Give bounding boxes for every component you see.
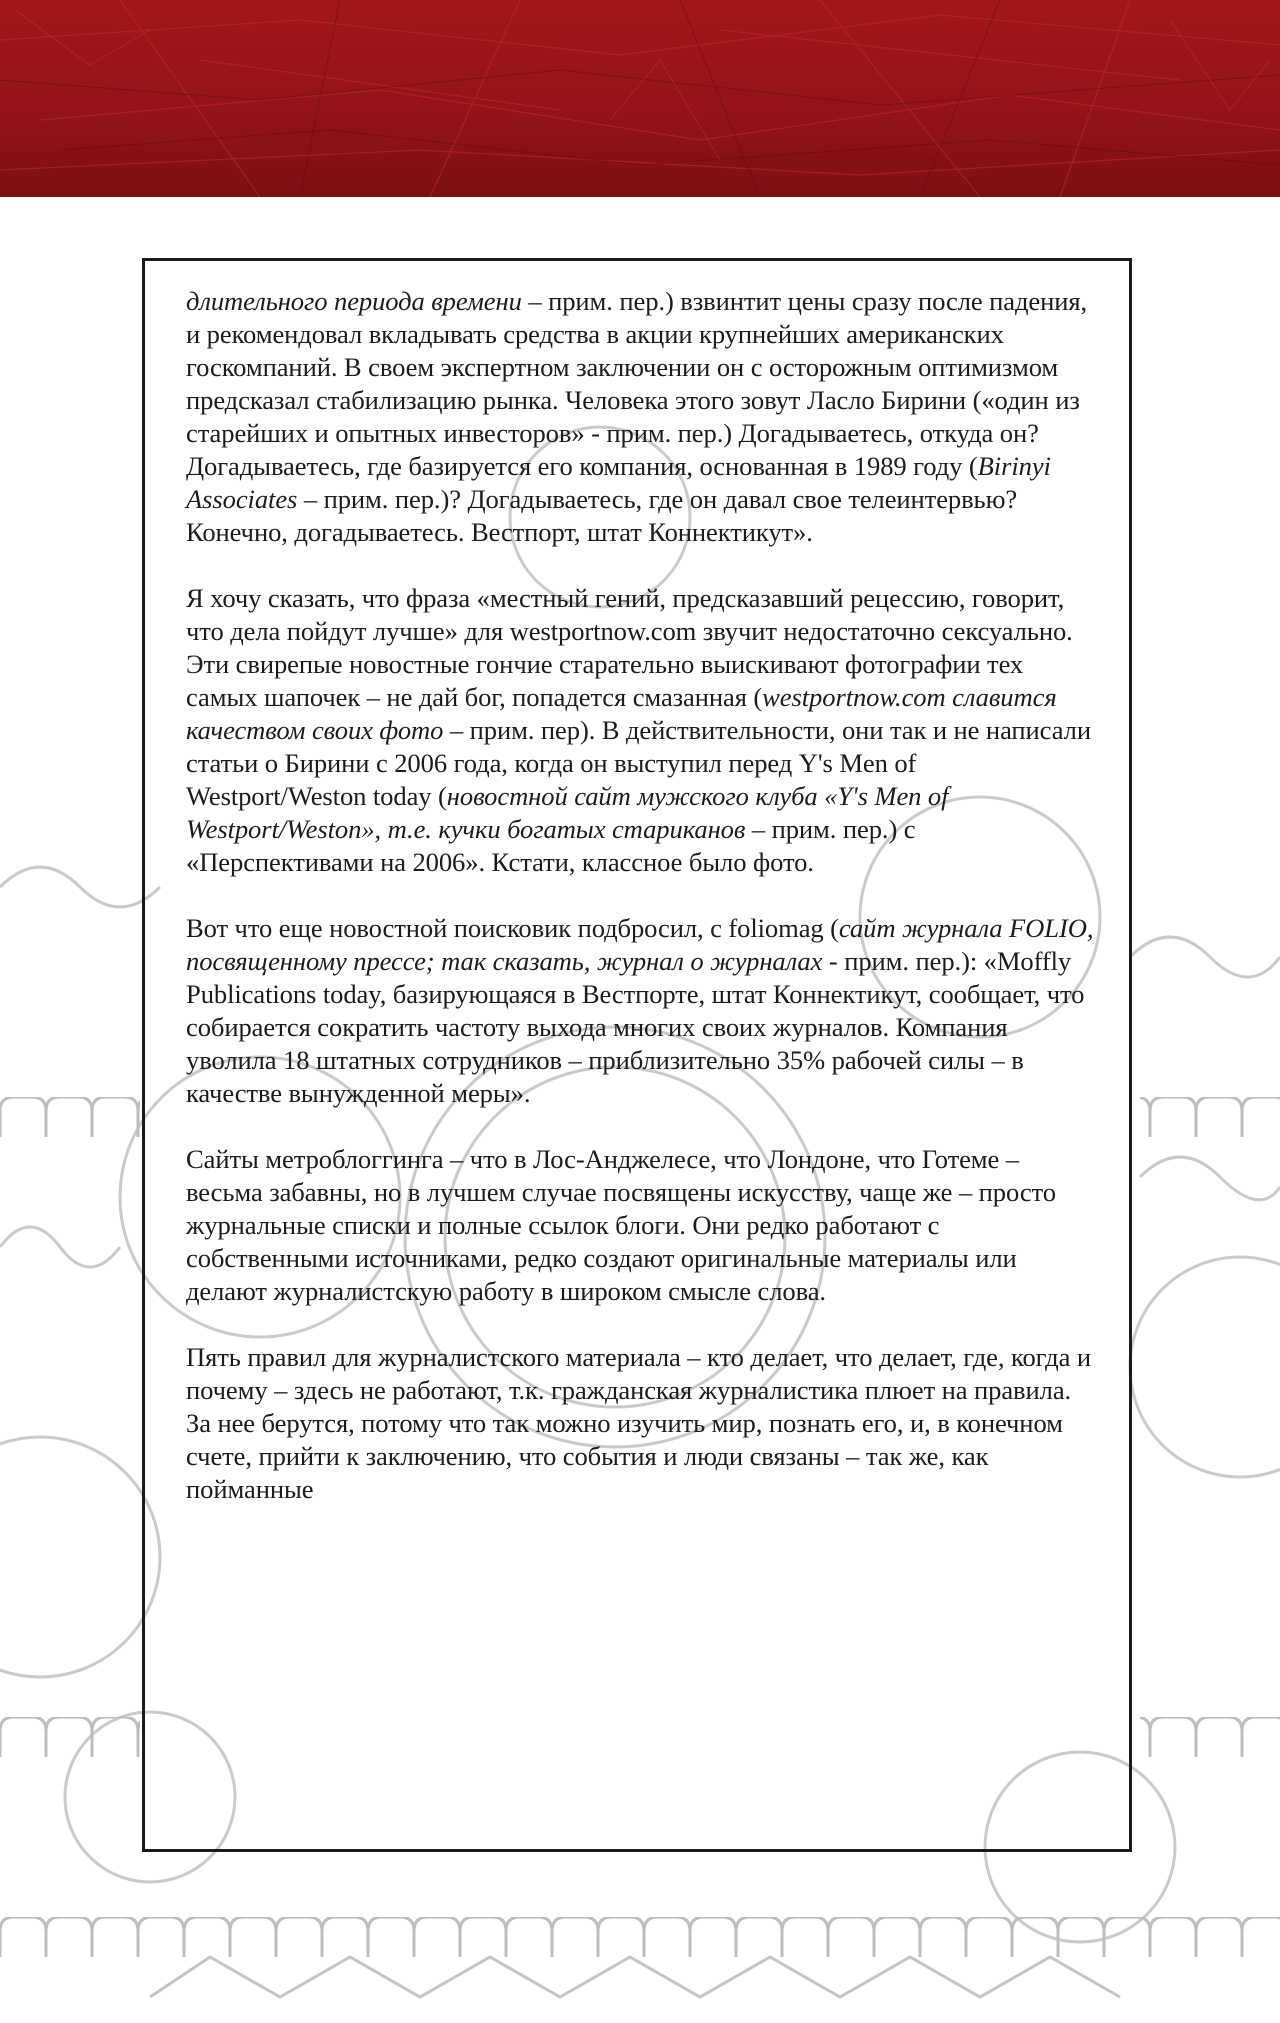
paragraph-2-segment: westportnow.com славится качеством своих фото <box>186 682 1057 745</box>
paragraph-1-segment: – прим. пер.)? Догадываетесь, где он давал свое телеинтервью? Конечно, догадываетесь. Вестпорт, штат Коннектикут». <box>186 484 1018 547</box>
paragraph-1-segment: Birinyi Associates <box>186 451 1051 514</box>
paragraph-3-segment: сайт журнала FOLIO, посвященному прессе; так сказать, журнал о журналах <box>186 913 1094 976</box>
paragraph-2-segment: Я хочу сказать, что фраза «местный гений, предсказавший рецессию, говорит, что дела пойдут лучше» для westportnow.com звучит недостаточно сексуально. Эти свирепые новостные гончие старательно выискивают фотографии тех самых шапочек – не дай бог, попадется смазанная ( <box>186 583 1073 712</box>
paragraph-3 <box>186 912 1101 1110</box>
paragraph-1 <box>186 285 1101 549</box>
paragraph-2-segment: прим. пер.) с «Перспективами на 2006». Кстати, классное было фото. <box>186 814 916 877</box>
paragraph-4 <box>186 1143 1101 1308</box>
article-text <box>186 285 1101 1539</box>
red-texture-banner <box>0 0 1280 197</box>
paragraph-2-segment: – прим. пер). В действительности, они так и не написали статьи о Бирини с 2006 года, когда он выступил перед Y's Men of Westport/Weston today ( <box>186 715 1091 811</box>
paragraph-2-segment: новостной сайт мужского клуба «Y's Men of Westport/Weston», т.е. кучки богатых стариканов – <box>186 781 949 844</box>
paragraph-5-segment: Пять правил для журналистского материала – кто делает, что делает, где, когда и почему – здесь не работают, т.к. гражданская журналистика плюет на правила. За нее берутся, потому что так можно изучить мир, познать его, и, в конечном счете, прийти к заключению, что события и люди связаны – так же, как пойманные <box>186 1342 1091 1504</box>
paragraph-3-segment: Вот что еще новостной поисковик подбросил, с foliomag ( <box>186 913 839 943</box>
paragraph-1-segment: длительного периода времени <box>186 286 522 316</box>
paragraph-1-segment: – прим. пер.) взвинтит цены сразу после падения, и рекомендовал вкладывать средства в акции крупнейших американских госкомпаний. В своем экспертном заключении он с осторожным оптимизмом предсказал стабилизацию рынка. Человека этого зовут Ласло Бирини («один из старейших и опытных инвесторов» - прим. пер.) Догадываетесь, откуда он? Догадываетесь, где базируется его компания, основанная в 1989 году ( <box>186 286 1088 481</box>
scratch-texture-graphic <box>0 0 1280 197</box>
paragraph-3-segment: - прим. пер.): «Moffly Publications today, базирующаяся в Вестпорте, штат Коннектикут, сообщает, что собирается сократить частоту выхода многих своих журналов. Компания уволила 18 штатных сотрудников – приблизительно 35% рабочей силы – в качестве вынужденной меры». <box>186 946 1085 1108</box>
paragraph-5 <box>186 1341 1101 1506</box>
paragraph-4-segment: Сайты метроблоггинга – что в Лос-Анджелесе, что Лондоне, что Готеме – весьма забавны, но в лучшем случае посвящены искусству, чаще же – просто журнальные списки и полные ссылок блоги. Они редко работают с собственными источниками, редко создают оригинальные материалы или делают журналистскую работу в широком смысле слова. <box>186 1144 1056 1306</box>
paragraph-2 <box>186 582 1101 879</box>
